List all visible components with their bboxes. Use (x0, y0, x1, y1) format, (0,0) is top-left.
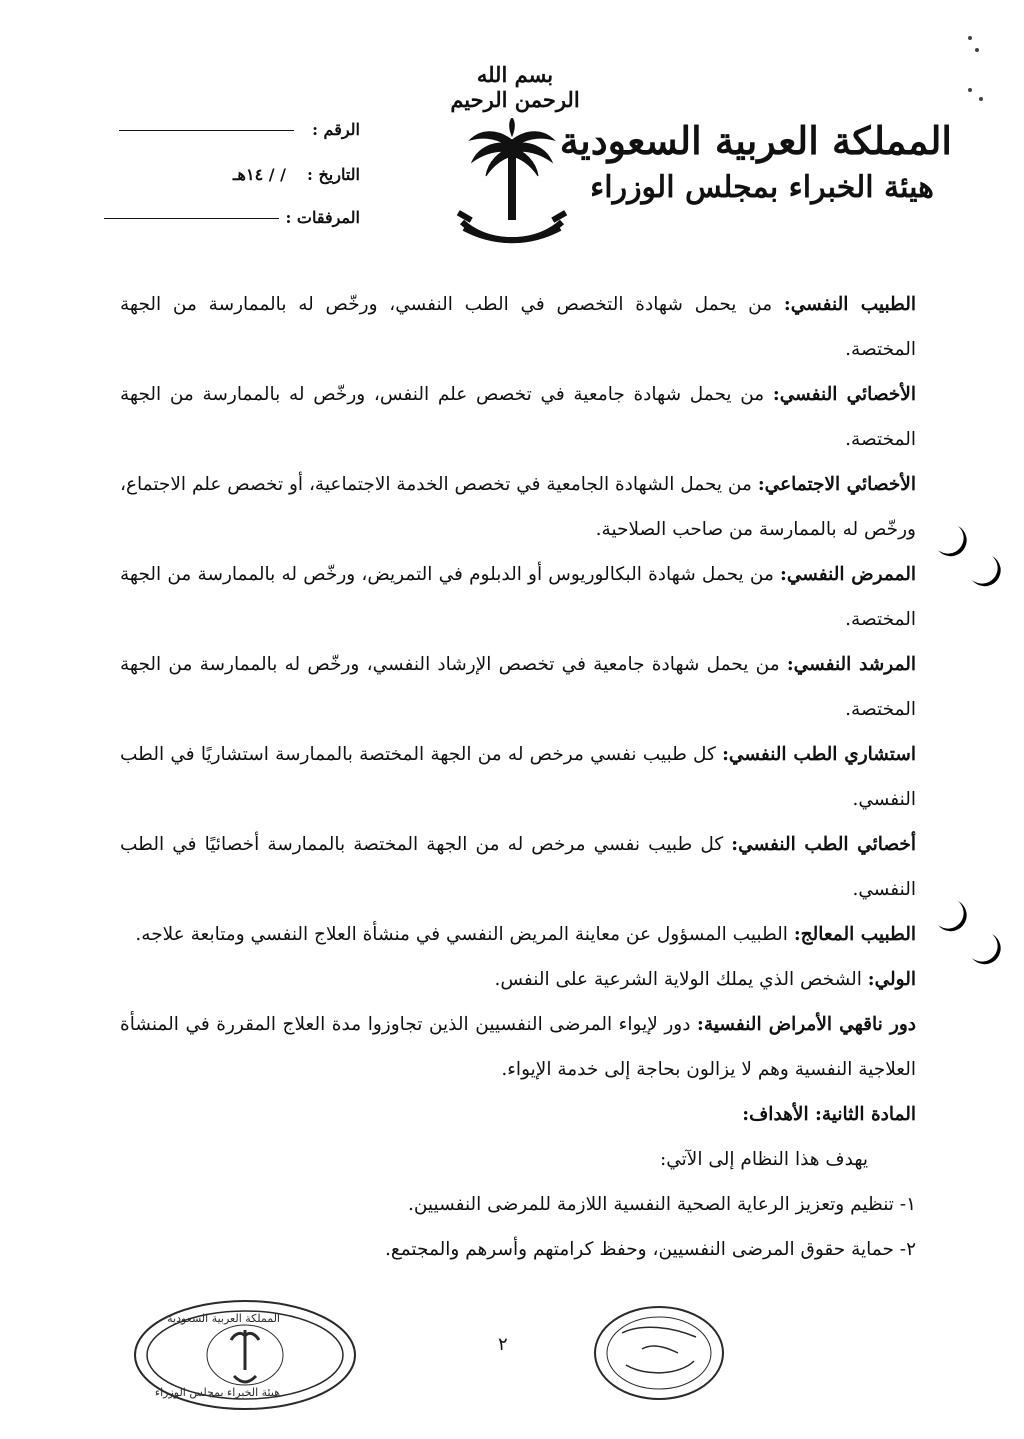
definition-term: الولي: (867, 969, 916, 990)
definition-text: كل طبيب نفسي مرخص له من الجهة المختصة بالممارسة أخصائيًا في الطب النفسي. (120, 834, 916, 900)
official-stamp-left (130, 1296, 360, 1414)
reference-number-field (119, 120, 360, 139)
scan-speck (968, 36, 972, 40)
definition-term: الطبيب النفسي: (783, 294, 916, 315)
attachments-field (104, 208, 360, 227)
definition-text: كل طبيب نفسي مرخص له من الجهة المختصة بالممارسة استشاريًا في الطب النفسي. (120, 744, 916, 810)
page-number: ٢ (498, 1334, 508, 1355)
date-label: التاريخ : (306, 165, 360, 184)
definition-item (120, 462, 916, 552)
definition-text: الشخص الذي يملك الولاية الشرعية على النفس. (494, 969, 868, 990)
definition-item (120, 552, 916, 642)
definition-text: من يحمل الشهادة الجامعية في تخصص الخدمة الاجتماعية، أو تخصص علم الاجتماع، ورخّص له بالممارسة من صاحب الصلاحية. (120, 474, 916, 540)
document-body (120, 282, 916, 1272)
official-stamp-right (592, 1303, 726, 1403)
definition-text: الطبيب المسؤول عن معاينة المريض النفسي في منشأة العلاج النفسي ومتابعة علاجه. (135, 924, 794, 945)
scan-speck (968, 88, 972, 92)
definition-term: دور ناقهي الأمراض النفسية: (697, 1014, 916, 1035)
definition-item (120, 912, 916, 957)
definition-term: الأخصائي الاجتماعي: (757, 474, 916, 495)
kingdom-name: المملكة العربية السعودية (559, 118, 952, 163)
definition-item (120, 372, 916, 462)
punch-hole-mark (962, 550, 1002, 590)
definition-item (120, 642, 916, 732)
definition-text: من يحمل شهادة التخصص في الطب النفسي، ورخّص له بالممارسة من الجهة المختصة. (120, 294, 916, 360)
authority-name: هيئة الخبراء بمجلس الوزراء (590, 170, 934, 205)
stamp-text-top: المملكة العربية السعودية (167, 1312, 280, 1325)
definition-item (120, 732, 916, 822)
definition-term: الأخصائي النفسي: (772, 384, 916, 405)
objective-item: ٢- حماية حقوق المرضى النفسيين، وحفظ كرامتهم وأسرهم والمجتمع. (385, 1239, 916, 1260)
date-value: / / ١٤هـ (232, 165, 286, 184)
palm-swords-emblem (456, 118, 568, 260)
definition-text: من يحمل شهادة البكالوريوس أو الدبلوم في التمريض، ورخّص له بالممارسة من الجهة المختصة. (120, 564, 916, 630)
definition-text: من يحمل شهادة جامعية في تخصص علم النفس، ورخّص له بالممارسة من الجهة المختصة. (120, 384, 916, 450)
definition-item (120, 282, 916, 372)
attachments-line (104, 218, 279, 219)
definition-item (120, 957, 916, 1002)
definition-term: الطبيب المعالج: (793, 924, 916, 945)
scan-speck (975, 48, 979, 52)
stamp-text-bottom: هيئة الخبراء بمجلس الوزراء (154, 1386, 280, 1399)
punch-hole-mark (962, 928, 1002, 968)
number-line (119, 130, 294, 131)
objective-item: ١- تنظيم وتعزيز الرعاية الصحية النفسية اللازمة للمرضى النفسيين. (407, 1194, 916, 1215)
definition-term: المرشد النفسي: (786, 654, 916, 675)
article-intro: يهدف هذا النظام إلى الآتي: (659, 1149, 868, 1170)
definition-text: من يحمل شهادة جامعية في تخصص الإرشاد النفسي، ورخّص له بالممارسة من الجهة المختصة. (120, 654, 916, 720)
definition-item (120, 822, 916, 912)
definition-term: الممرض النفسي: (780, 564, 917, 585)
definition-term: استشاري الطب النفسي: (722, 744, 916, 765)
number-label: الرقم : (312, 120, 360, 139)
definition-item (120, 1002, 916, 1092)
attachments-label: المرفقات : (285, 208, 360, 227)
definition-text: دور لإيواء المرضى النفسيين الذين تجاوزوا مدة العلاج المقررة في المنشأة العلاجية النفسية وهم لا يزالون بحاجة إلى خدمة الإيواء. (120, 1014, 916, 1080)
basmala: بسم الله الرحمن الرحيم (450, 62, 580, 112)
definition-term: أخصائي الطب النفسي: (731, 834, 916, 855)
scan-speck (979, 97, 983, 101)
article-title: المادة الثانية: الأهداف: (742, 1104, 916, 1125)
date-field (233, 165, 360, 184)
